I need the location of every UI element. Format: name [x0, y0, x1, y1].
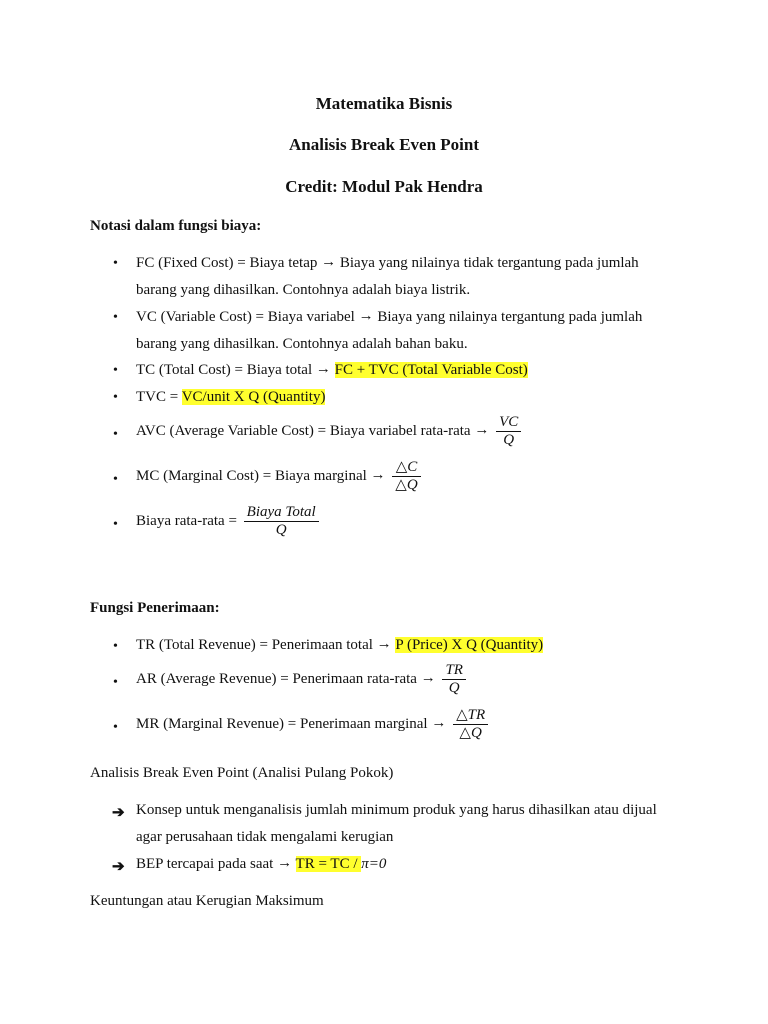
bullet-icon: •: [113, 675, 118, 690]
bullet-icon: •: [113, 427, 118, 442]
list-item-avc: AVC (Average Variable Cost) = Biaya variabel rata-rata → $\frac{VC}{Q}$: [136, 414, 521, 449]
arrow-bullet-icon: ➔: [112, 805, 125, 821]
pi-equation: π=0: [361, 856, 387, 872]
arrow-right-icon: →: [358, 308, 374, 324]
list-item-fc-cont: barang yang dihasilkan. Contohnya adalah biaya listrik.: [136, 282, 471, 298]
bep-heading: Analisis Break Even Point (Analisi Pulang Pokok): [90, 765, 394, 781]
arrow-right-icon: →: [474, 422, 490, 438]
bullet-icon: •: [113, 363, 118, 378]
revenue-heading: Fungsi Penerimaan:: [90, 600, 220, 616]
doc-credit: Credit: Modul Pak Hendra: [285, 177, 483, 196]
arrow-right-icon: →: [376, 636, 392, 652]
highlight-tc: FC + TVC (Total Variable Cost): [334, 362, 528, 378]
footer-text: Keuntungan atau Kerugian Maksimum: [90, 893, 324, 909]
list-item-fc: FC (Fixed Cost) = Biaya tetap → Biaya yang nilainya tidak tergantung pada jumlah: [136, 250, 639, 277]
list-item-avg-cost: Biaya rata-rata = $\frac{\text{Biaya Total}}{Q}$: [136, 504, 319, 539]
arrow-bullet-icon: ➔: [112, 859, 125, 875]
list-item-concept-cont: agar perusahaan tidak mengalami kerugian: [136, 829, 394, 845]
list-item-mr: MR (Marginal Revenue) = Penerimaan marginal → $\frac{\triangle TR}{\triangle Q}$: [136, 707, 488, 742]
arrow-right-icon: →: [321, 254, 337, 270]
list-item-ar: AR (Average Revenue) = Penerimaan rata-rata → $\frac{TR}{Q}$: [136, 662, 466, 697]
doc-subtitle: Analisis Break Even Point: [288, 135, 480, 154]
list-item-concept: Konsep untuk menganalisis jumlah minimum produk yang harus dihasilkan atau dijual: [136, 802, 657, 818]
highlight-tvc: VC/unit X Q (Quantity): [181, 389, 326, 405]
arrow-right-icon: →: [370, 467, 386, 483]
arrow-right-icon: →: [431, 715, 447, 731]
bullet-icon: •: [113, 310, 118, 325]
bullet-icon: •: [113, 472, 118, 487]
arrow-right-icon: →: [315, 361, 331, 377]
list-item-tc: TC (Total Cost) = Biaya total → FC + TVC (Total Variable Cost): [136, 357, 528, 384]
list-item-tr: TR (Total Revenue) = Penerimaan total → P (Price) X Q (Quantity): [136, 632, 543, 659]
fraction-dc-dq: $\frac{\triangle C}{\triangle Q}$: [392, 459, 420, 494]
fraction-total-q: $\frac{\text{Biaya Total}}{Q}$: [244, 504, 319, 539]
list-item-bep: BEP tercapai pada saat → TR = TC / π=0: [136, 851, 386, 878]
highlight-tr: P (Price) X Q (Quantity): [395, 637, 544, 653]
bullet-icon: •: [113, 390, 118, 405]
fraction-tr-q: $\frac{TR}{Q}$: [442, 662, 466, 697]
arrow-right-icon: →: [420, 670, 436, 686]
list-item-vc-cont: barang yang dihasilkan. Contohnya adalah bahan baku.: [136, 336, 468, 352]
arrow-right-icon: →: [277, 855, 293, 871]
list-item-vc: VC (Variable Cost) = Biaya variabel → Biaya yang nilainya tergantung pada jumlah: [136, 304, 642, 331]
highlight-bep: TR = TC /: [295, 856, 362, 872]
list-item-tvc: TVC = VC/unit X Q (Quantity): [136, 389, 326, 405]
fraction-vc-q: $\frac{VC}{Q}$: [496, 414, 521, 449]
cost-heading: Notasi dalam fungsi biaya:: [90, 218, 262, 234]
fraction-dtr-dq: $\frac{\triangle TR}{\triangle Q}$: [453, 707, 488, 742]
list-item-mc: MC (Marginal Cost) = Biaya marginal → $\frac{\triangle C}{\triangle Q}$: [136, 459, 421, 494]
bullet-icon: •: [113, 517, 118, 532]
bullet-icon: •: [113, 256, 118, 271]
bullet-icon: •: [113, 720, 118, 735]
doc-title: Matematika Bisnis: [315, 94, 453, 113]
bullet-icon: •: [113, 639, 118, 654]
